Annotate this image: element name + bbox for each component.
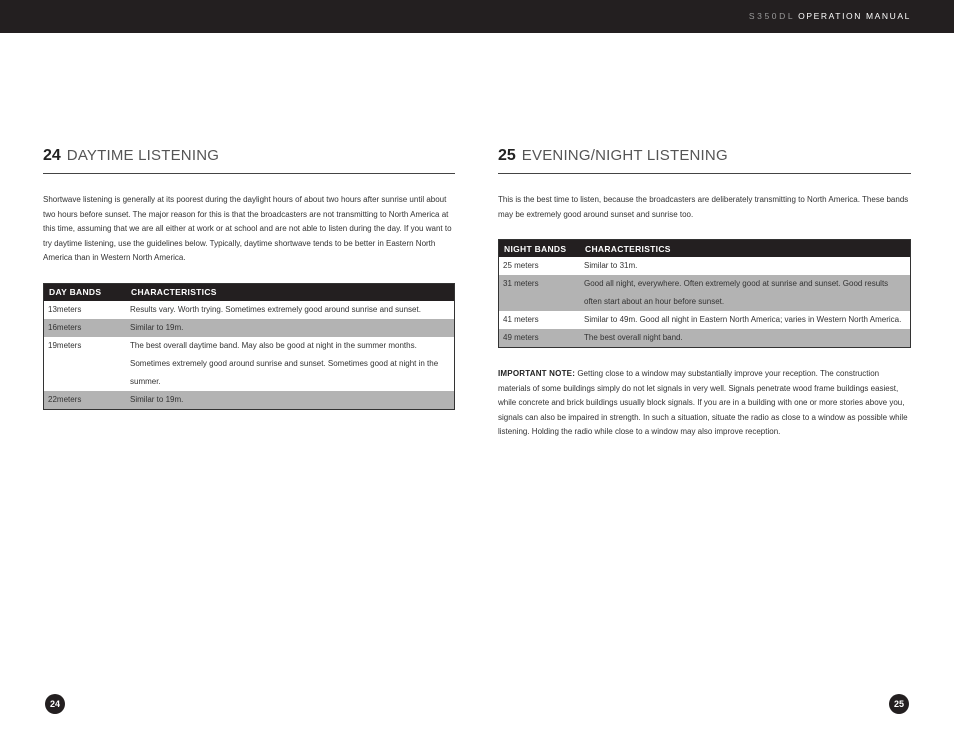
left-page	[43, 147, 455, 410]
table-header-row	[499, 240, 911, 258]
section-title: EVENING/NIGHT LISTENING	[521, 147, 728, 164]
characteristics-cell: The best overall daytime band. May also be good at night in the summer months. Sometimes extremely good around sunrise and sunset. Sometimes good at night in the summer.	[130, 340, 439, 386]
band-cell: 19meters	[48, 340, 82, 350]
note-label: IMPORTANT NOTE:	[498, 369, 576, 378]
table-row	[499, 275, 911, 311]
band-cell: 25 meters	[503, 261, 539, 270]
column-header-bands: NIGHT BANDS	[499, 240, 581, 258]
table-row	[44, 319, 455, 337]
section-heading-daytime	[43, 147, 455, 174]
characteristics-cell: Similar to 19m.	[126, 391, 455, 410]
characteristics-cell: The best overall night band.	[580, 329, 911, 348]
column-header-bands: DAY BANDS	[44, 283, 127, 301]
band-cell: 49 meters	[499, 329, 581, 348]
band-cell: 41 meters	[503, 315, 539, 324]
band-cell: 31 meters	[499, 275, 581, 311]
section-number: 24	[43, 147, 61, 164]
model-name: S350DL	[748, 11, 796, 21]
night-intro: This is the best time to listen, because the broadcasters are deliberately transmitting to North America. These bands may be extremely good around sunset and sunrise too.	[498, 195, 909, 219]
right-page	[498, 147, 911, 440]
characteristics-cell: Similar to 31m.	[584, 261, 638, 270]
day-bands-table	[43, 283, 455, 410]
band-cell: 22meters	[44, 391, 127, 410]
important-note	[498, 367, 911, 440]
manual-label: OPERATION MANUAL	[798, 11, 911, 21]
table-row	[499, 257, 911, 275]
table-row	[44, 301, 455, 319]
characteristics-cell: Similar to 19m.	[126, 319, 455, 337]
section-heading-night	[498, 147, 911, 174]
characteristics-cell: Good all night, everywhere. Often extremely good at sunrise and sunset. Good results often start about an hour before sunset.	[580, 275, 911, 311]
manual-title	[749, 11, 911, 21]
table-row	[499, 329, 911, 348]
characteristics-cell: Results vary. Worth trying. Sometimes extremely good around sunrise and sunset.	[130, 304, 421, 314]
daytime-intro: Shortwave listening is generally at its poorest during the daylight hours of about two hours after sunrise until about two hours before sunset. The major reason for this is that the broadcasters are not transmitting to North America at this time, assuming that we are all either at work or at school and are not able to listen during the day. If you want to try daytime listening, use the guidelines below. Typically, daytime shortwave tends to be better in Eastern North America than in Western North America.	[43, 195, 452, 262]
column-header-characteristics: CHARACTERISTICS	[580, 240, 911, 258]
band-cell: 13meters	[48, 304, 82, 314]
band-cell: 16meters	[44, 319, 127, 337]
page-number-right: 25	[889, 694, 909, 714]
table-header-row	[44, 283, 455, 301]
table-row	[44, 391, 455, 410]
section-title: DAYTIME LISTENING	[66, 147, 220, 164]
column-header-characteristics: CHARACTERISTICS	[126, 283, 455, 301]
characteristics-cell: Similar to 49m. Good all night in Eastern North America; varies in Western North America.	[584, 315, 902, 324]
page-number-left: 24	[45, 694, 65, 714]
table-row	[44, 337, 455, 391]
note-text: Getting close to a window may substantially improve your reception. The construction materials of some buildings simply do not let signals in very well. Signals penetrate wood frame buildings easiest, while concrete and brick buildings usually block signals. If you are in a building with one or more stories above you, signals can also be impaired in strength. In such a situation, situate the radio as close to a window as possible while listening. Holding the radio while close to a window may also improve reception.	[498, 369, 908, 436]
header-bar	[0, 0, 954, 33]
section-number: 25	[498, 147, 516, 164]
night-bands-table	[498, 239, 911, 348]
table-row	[499, 311, 911, 329]
